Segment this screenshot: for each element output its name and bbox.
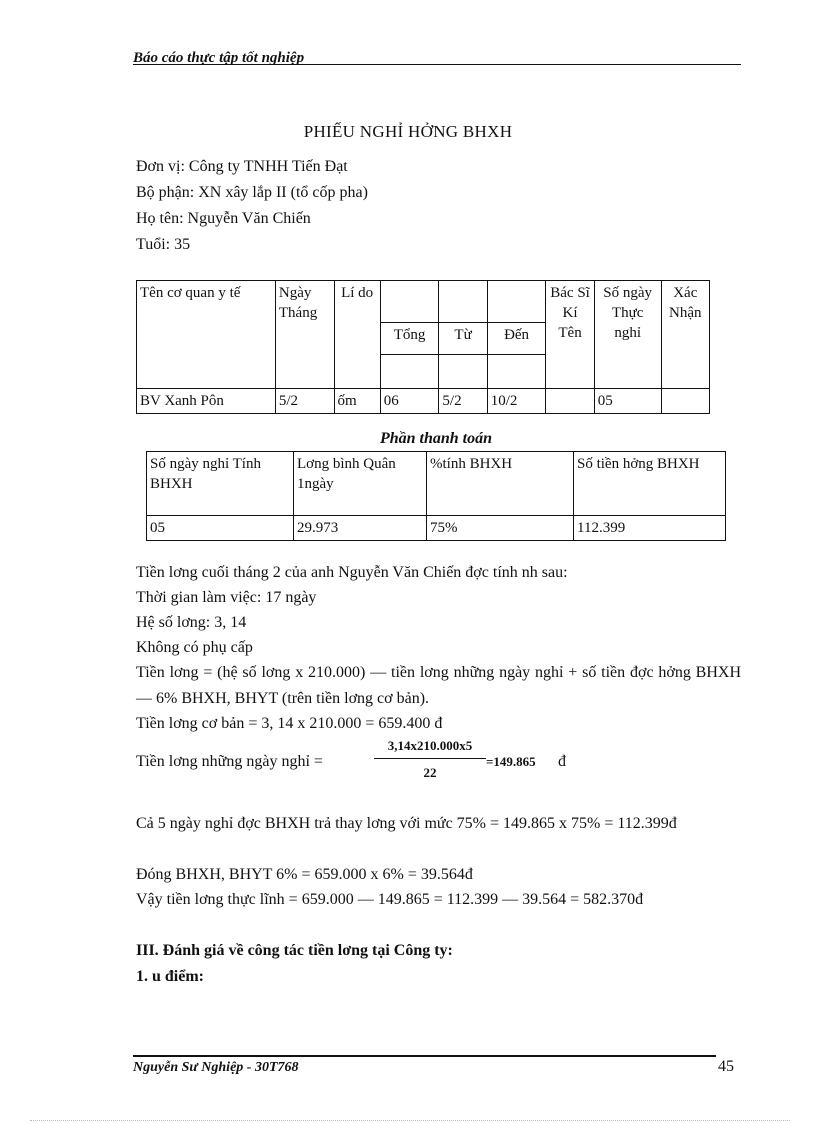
payment-header-ty-le: %tính BHXH (427, 452, 574, 516)
empty-cell (380, 281, 439, 323)
header-tong: Tổng (380, 323, 439, 355)
body-line-7: Cả 5 ngày nghỉ đợc BHXH trả thay lơng với mức 75% = 149.865 x 75% = 112.399đ (136, 815, 677, 832)
info-ho-ten: Họ tên: Nguyễn Văn Chiến (136, 210, 311, 227)
sick-leave-table (136, 280, 710, 414)
formula-denominator: 22 (423, 765, 437, 780)
empty-cell (439, 281, 487, 323)
cell-li-do: ốm (334, 389, 380, 414)
body-line-5: Tiền lơng = (hệ số lơng x 210.000) — tiền lơng những ngày nghỉ + số tiền đợc hởng BHXH — 6% BHXH, BHYT (trên tiền lơng cơ bản). (136, 664, 741, 707)
section-heading-3: III. Đánh giá về công tác tiền lơng tại Công ty: (136, 942, 453, 959)
payment-header-so-ngay: Số ngày nghỉ Tính BHXH (147, 452, 294, 516)
cell-tu: 5/2 (439, 389, 487, 414)
header-tu: Từ (439, 323, 487, 355)
empty-cell (487, 281, 546, 323)
footer-author: Nguyễn Sư Nghiệp - 30T768 (133, 1060, 299, 1075)
cell-co-quan: BV Xanh Pôn (137, 389, 276, 414)
payment-cell-so-tien: 112.399 (574, 516, 726, 541)
cell-den: 10/2 (487, 389, 546, 414)
formula-label: Tiền lơng những ngày nghỉ = (136, 753, 323, 770)
payment-caption: Phần thanh toán (379, 430, 493, 447)
page-header: Báo cáo thực tập tốt nghiệp (133, 50, 305, 66)
payment-table (146, 451, 726, 541)
body-line-6: Tiền lơng cơ bản = 3, 14 x 210.000 = 659.400 đ (136, 715, 443, 732)
header-li-do: Lí do (334, 281, 380, 389)
info-don-vi: Đơn vị: Công ty TNHH Tiến Đạt (136, 158, 348, 175)
empty-cell (439, 355, 487, 389)
page-number: 45 (718, 1058, 734, 1075)
info-tuoi: Tuổi: 35 (136, 236, 191, 253)
empty-cell (380, 355, 439, 389)
info-bo-phan: Bộ phận: XN xây lắp II (tổ cốp pha) (136, 184, 368, 201)
subheading-uu-diem: 1. u điểm: (136, 968, 204, 985)
payment-header-so-tien: Số tiền hởng BHXH (574, 452, 726, 516)
footer-rule (133, 1055, 716, 1057)
header-so-ngay: Số ngày Thực nghỉ (594, 281, 661, 389)
body-line-3: Hệ số lơng: 3, 14 (136, 614, 247, 631)
cell-xac-nhan (661, 389, 709, 414)
header-xac-nhan: Xác Nhận (661, 281, 709, 389)
body-line-4: Không có phụ cấp (136, 639, 253, 656)
body-line-2: Thời gian làm việc: 17 ngày (136, 589, 317, 606)
header-bac-si: Bác Sĩ Kí Tên (546, 281, 594, 389)
formula-result: =149.865 (486, 754, 536, 769)
payment-header-luong: Lơng bình Quân 1ngày (294, 452, 427, 516)
body-line-8: Đóng BHXH, BHYT 6% = 659.000 x 6% = 39.564đ (136, 866, 473, 883)
header-ngay-thang: Ngày Tháng (275, 281, 334, 389)
cell-so-ngay: 05 (594, 389, 661, 414)
header-co-quan: Tên cơ quan y tế (137, 281, 276, 389)
header-den: Đến (487, 323, 546, 355)
bottom-dotted-rule (30, 1120, 790, 1121)
empty-cell (487, 355, 546, 389)
header-rule (133, 64, 741, 65)
body-line-1: Tiền lơng cuối tháng 2 của anh Nguyễn Văn Chiến đợc tính nh sau: (136, 564, 568, 581)
payment-cell-luong: 29.973 (294, 516, 427, 541)
cell-ngay-thang: 5/2 (275, 389, 334, 414)
body-line-9: Vậy tiền lơng thực lĩnh = 659.000 — 149.865 = 112.399 — 39.564 = 582.370đ (136, 891, 644, 908)
formula-fraction (374, 738, 486, 781)
payment-cell-so-ngay: 05 (147, 516, 294, 541)
payment-cell-ty-le: 75% (427, 516, 574, 541)
cell-bac-si (546, 389, 594, 414)
cell-tong: 06 (380, 389, 439, 414)
formula-unit: đ (558, 753, 566, 770)
document-title: PHIẾU NGHỈ HỞNG BHXH (303, 122, 513, 141)
formula-numerator: 3,14x210.000x5 (374, 738, 486, 759)
